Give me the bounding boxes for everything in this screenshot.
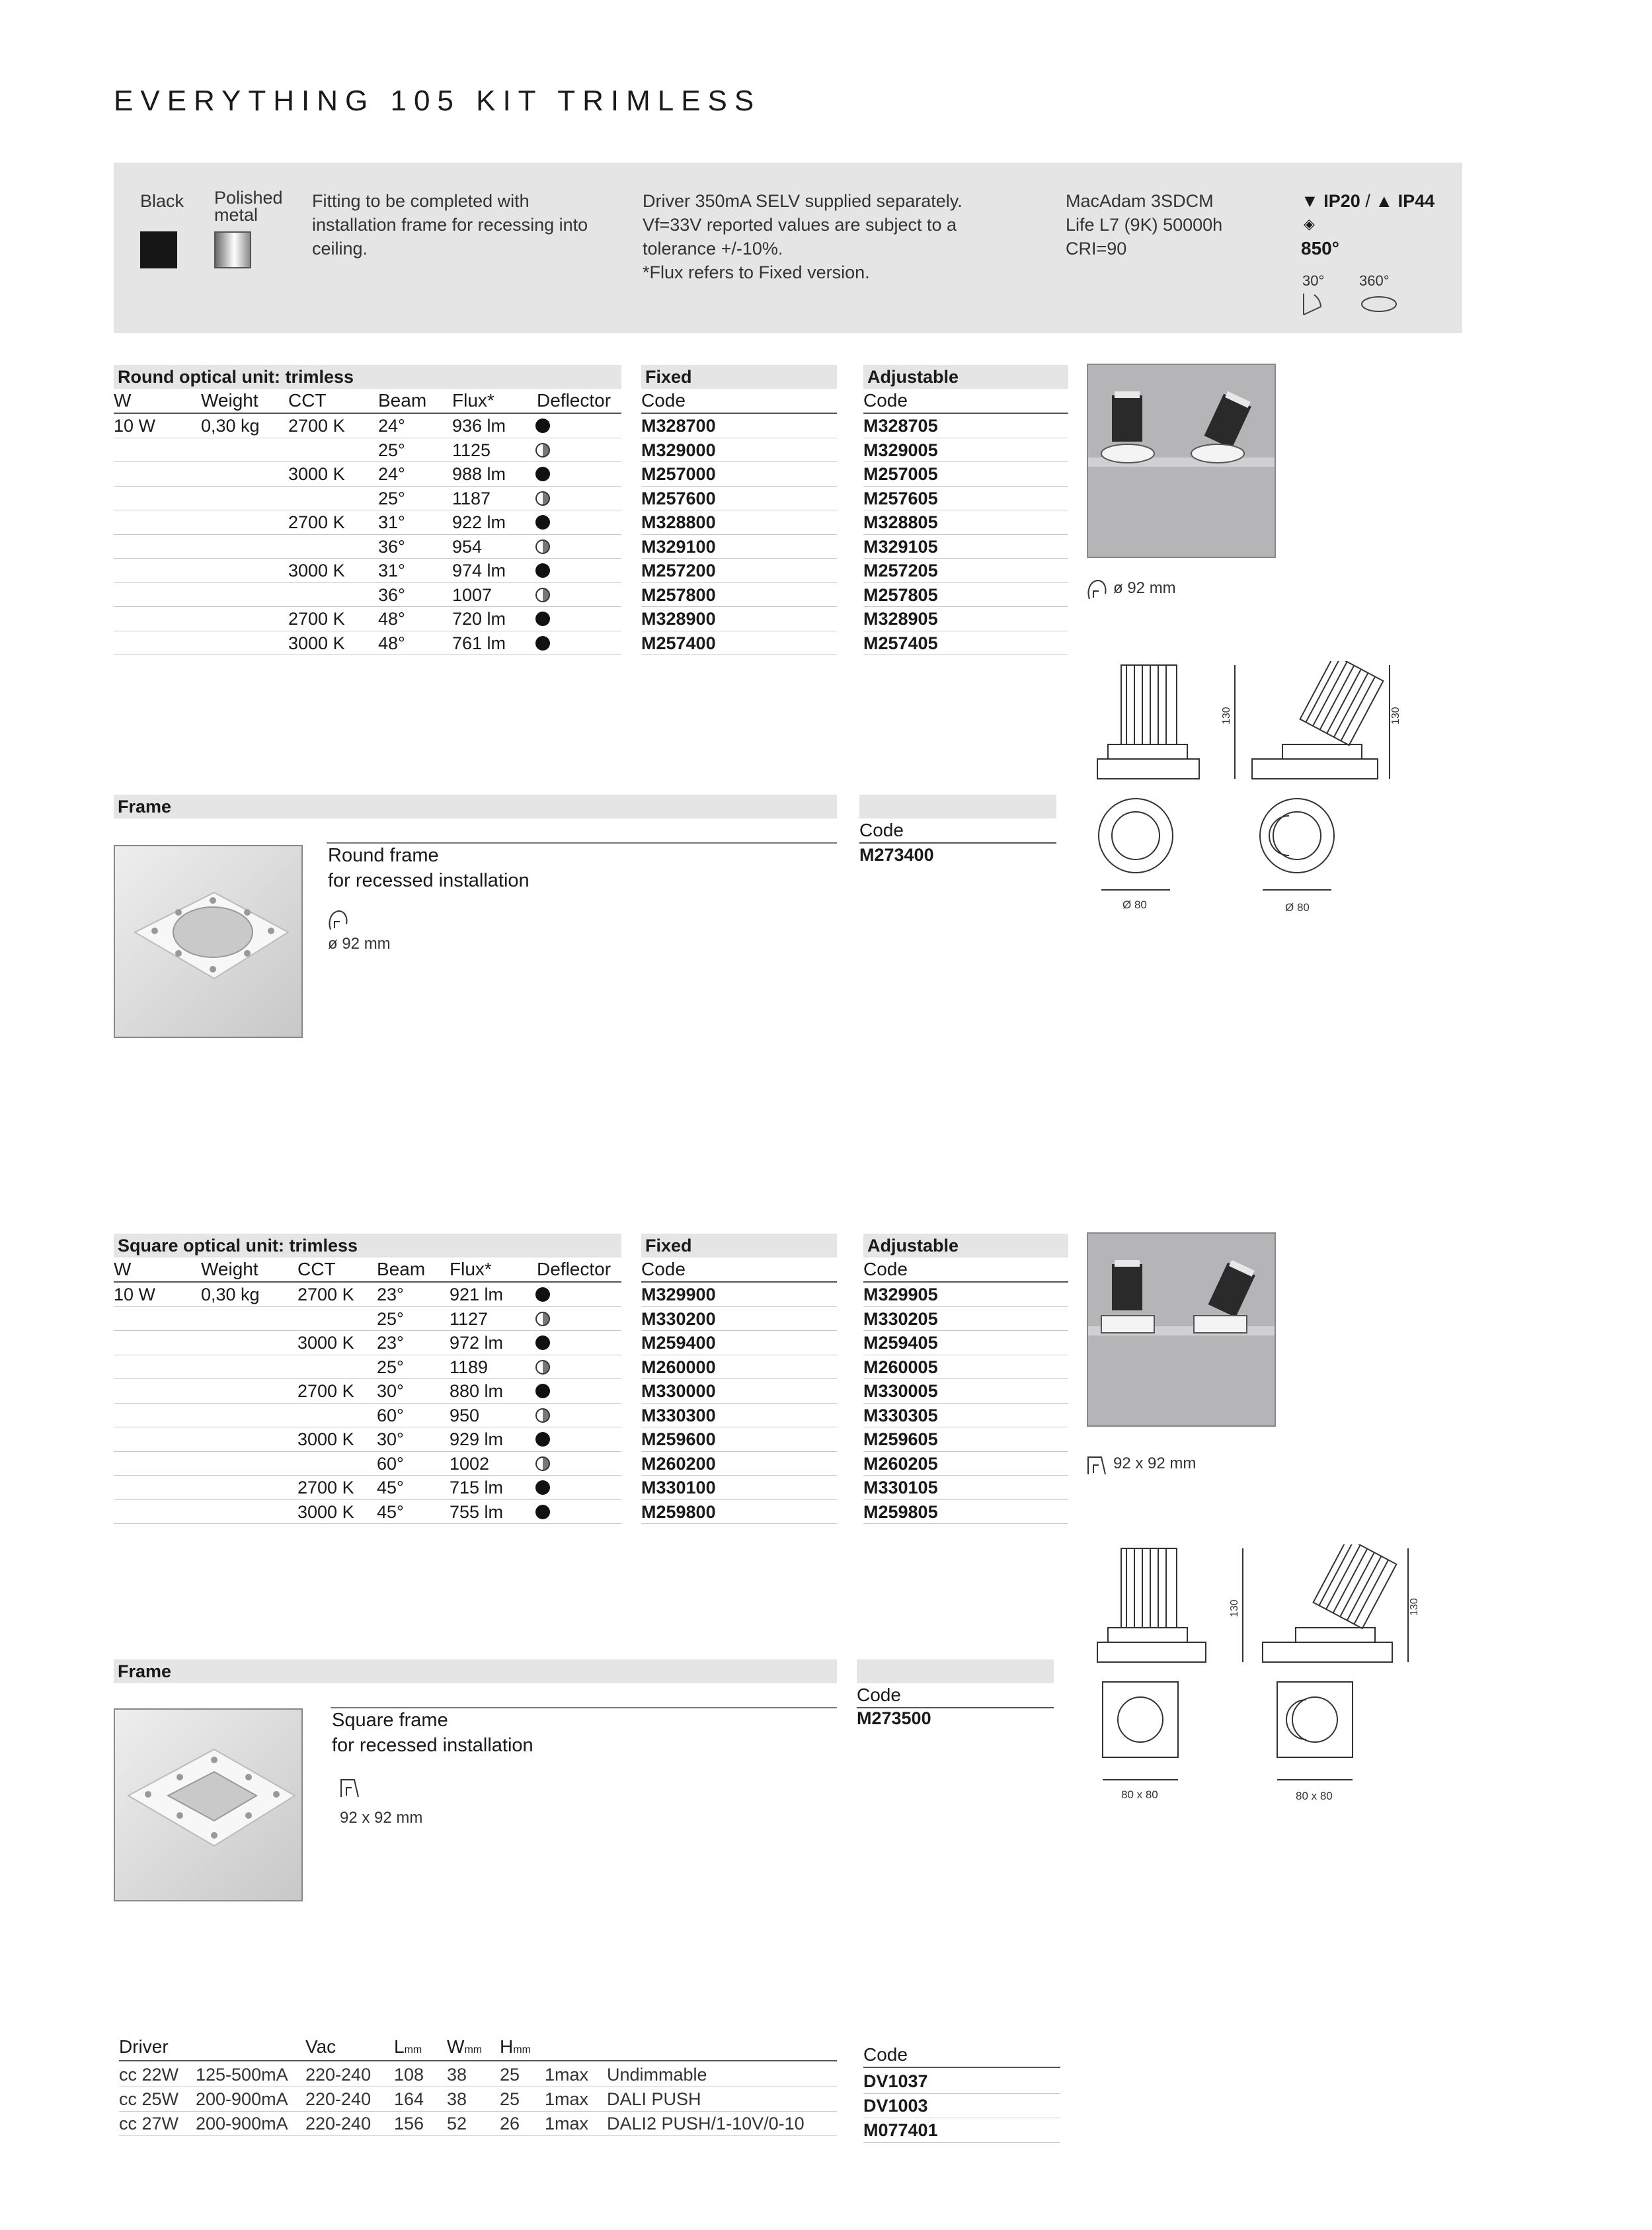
col-beam: Beam [378,390,427,411]
ip-low: IP20 [1323,191,1360,211]
col-w: W [114,1259,132,1279]
driver-cell-max: 1max [545,2089,589,2109]
col-w: W [114,390,132,411]
round-frame-code-header [859,818,1056,844]
driver-cell-l: 108 [394,2065,424,2085]
cell-flux: 954 [452,536,483,557]
col-height-label: H [500,2036,514,2057]
driver-cell-dim: DALI2 PUSH/1-10V/0-10 [607,2114,805,2133]
col-cct: CCT [297,1259,336,1279]
driver-cell-dim: Undimmable [607,2065,707,2085]
square-frame-divider [331,1707,837,1708]
driver-cell-dim: DALI PUSH [607,2089,701,2109]
cell-flux: 950 [450,1405,480,1425]
col-vac: Vac [305,2036,336,2057]
tilt-angle: 30° [1302,272,1325,289]
table-row [114,510,621,535]
fixed-code: M328700 [641,414,837,438]
round-column-headers [114,389,621,414]
deflector-half-icon [535,1408,550,1423]
cell-flux: 715 lm [450,1478,504,1497]
adjustable-code: M328905 [863,607,1068,631]
deflector-half-icon [535,1312,550,1326]
driver-code: M077401 [863,2118,1060,2143]
cell-flux: 1125 [452,440,491,460]
square-cutout-icon [1085,1453,1108,1476]
table-row [114,1404,621,1428]
fixed-code: M257000 [641,462,837,487]
round-frame-code-bar [859,795,1056,818]
square-frame-line2: for recessed installation [332,1735,533,1756]
cell-weight: 0,30 kg [201,1285,260,1304]
round-cutout-icon [1085,578,1108,603]
cell-cct: 2700 K [288,512,345,532]
cell-flux: 1002 [450,1453,490,1474]
fixed-code: M329900 [641,1283,837,1307]
cell-cct: 3000 K [288,633,345,653]
cell-flux: 922 lm [452,512,506,532]
round-dim-height-1: 130 [1221,707,1232,725]
square-frame-cutout-text: 92 x 92 mm [340,1809,423,1827]
square-frame-photo [114,1708,303,1901]
adjustable-code: M257205 [863,559,1068,583]
adjustable-code: M330205 [863,1307,1068,1332]
col-width [447,2035,482,2062]
deflector-half-icon [535,443,550,458]
cell-beam: 25° [378,488,405,508]
col-length [394,2035,422,2062]
round-frame-image [115,846,301,1037]
driver-cell-vac: 220-240 [305,2089,372,2109]
col-code: Code [863,390,908,411]
round-dim-diameter-2: Ø 80 [1285,901,1310,914]
round-product-photo [1087,364,1276,558]
cell-cct: 3000 K [297,1333,354,1353]
round-product-image [1088,365,1275,557]
round-fixed-header: Fixed [641,365,837,389]
square-frame-header: Frame [114,1659,837,1683]
cell-cct: 3000 K [288,464,345,484]
fixed-code: M330300 [641,1404,837,1428]
cell-w: 10 W [114,1285,156,1304]
round-frame-cutout-icon [327,908,349,934]
adjustable-code: M329105 [863,535,1068,559]
round-frame-line2: for recessed installation [328,870,530,891]
col-deflector: Deflector [537,1259,611,1279]
deflector-full-icon [535,1480,550,1495]
cell-beam: 45° [377,1501,404,1522]
macadam-line: MacAdam 3SDCM [1066,191,1214,211]
square-frame-code: M273500 [857,1708,931,1728]
ip-high: IP44 [1397,191,1435,211]
col-weight: Weight [201,390,258,411]
unit-mm: mm [404,2044,422,2055]
polished-metal-swatch [214,231,251,268]
col-cct: CCT [288,390,327,411]
cell-beam: 30° [377,1429,404,1449]
cell-flux: 1127 [450,1308,489,1329]
ip-rating [1301,189,1435,213]
adjustable-code: M330305 [863,1404,1068,1428]
adjustable-code: M329905 [863,1283,1068,1307]
square-frame-image [115,1710,301,1900]
driver-code: DV1003 [863,2094,1060,2118]
cell-beam: 31° [378,561,405,580]
cell-cct: 3000 K [297,1501,354,1522]
square-product-photo [1087,1232,1276,1427]
fixed-code: M329000 [641,438,837,463]
finish-black-label: Black [140,191,184,211]
fixed-code: M257200 [641,559,837,583]
adjustable-code: M259405 [863,1331,1068,1355]
cell-beam: 48° [378,633,405,653]
table-row [114,487,621,511]
driver-cell-w: 38 [447,2065,467,2085]
cell-beam: 60° [377,1405,404,1425]
cell-beam: 23° [377,1333,404,1353]
tilt-rotation-icon [1301,288,1407,317]
deflector-half-icon [535,1456,550,1471]
driver-row [119,2087,837,2112]
square-adjustable-header: Adjustable [863,1234,1068,1257]
cell-beam: 24° [378,416,405,436]
adjustable-code: M257405 [863,631,1068,656]
deflector-half-icon [535,1360,550,1374]
fire-rating-icon: ◈ [1304,216,1315,232]
round-technical-drawing [1084,661,1454,926]
ip-separator: / [1365,191,1370,211]
fixed-code: M259400 [641,1331,837,1355]
deflector-half-icon [535,588,550,602]
adjustable-code: M259805 [863,1500,1068,1525]
table-row [114,559,621,583]
driver-note-line: Driver 350mA SELV supplied separately. [643,191,963,211]
rotation-angle: 360° [1359,272,1390,289]
table-row [114,438,621,463]
col-deflector: Deflector [537,390,611,411]
cell-beam: 23° [377,1285,404,1304]
info-bar [114,163,1462,333]
macadam-note [1066,189,1304,260]
driver-note-line: Vf=33V reported values are subject to a [643,215,957,235]
driver-cell-type: cc 22W [119,2065,179,2085]
fixed-code: M260000 [641,1355,837,1380]
table-row [114,414,621,438]
driver-cell-type: cc 25W [119,2089,179,2109]
finish-polished-label: Polished metal [214,188,283,225]
adjustable-code: M330005 [863,1379,1068,1404]
round-dim-height-2: 130 [1390,707,1401,725]
col-code: Code [863,2044,908,2065]
black-swatch [140,231,177,268]
cell-flux: 720 lm [452,609,506,629]
driver-cell-w: 52 [447,2114,467,2133]
driver-column-headers [119,2035,837,2061]
deflector-half-icon [535,539,550,554]
driver-note-line: tolerance +/-10%. [643,239,783,259]
deflector-full-icon [535,636,550,651]
fixed-code: M330200 [641,1307,837,1332]
square-product-image [1088,1234,1275,1425]
unit-mm: mm [513,2044,531,2055]
cell-beam: 25° [377,1308,404,1329]
deflector-full-icon [535,1432,550,1447]
round-frame-cutout-text: ø 92 mm [328,935,391,953]
round-frame-code: M273400 [859,845,934,865]
cell-beam: 45° [377,1478,404,1497]
cell-flux: 921 lm [450,1285,504,1304]
deflector-full-icon [535,1384,550,1398]
driver-cell-vac: 220-240 [305,2114,372,2133]
driver-cell-max: 1max [545,2065,589,2085]
adjustable-code: M330105 [863,1476,1068,1500]
col-code: Code [863,1259,908,1279]
col-code: Code [857,1685,901,1705]
deflector-half-icon [535,491,550,506]
macadam-line: Life L7 (9K) 50000h [1066,215,1223,235]
driver-cell-h: 26 [500,2114,520,2133]
table-row [114,1500,621,1525]
fixed-code: M330000 [641,1379,837,1404]
driver-cell-h: 25 [500,2089,520,2109]
col-flux: Flux* [450,1259,492,1279]
round-frame-line1: Round frame [328,845,439,866]
adjustable-code: M260205 [863,1452,1068,1476]
square-frame-line1: Square frame [332,1710,448,1731]
cell-flux: 972 lm [450,1333,504,1353]
col-height [500,2035,531,2062]
col-width-label: W [447,2036,465,2057]
unit-mm: mm [464,2044,483,2055]
cell-w: 10 W [114,416,156,436]
col-code: Code [859,820,904,840]
adjustable-code: M328805 [863,510,1068,535]
table-row [114,1307,621,1332]
cell-flux: 974 lm [452,561,506,580]
driver-cell-type: cc 27W [119,2114,179,2133]
cell-flux: 936 lm [452,416,506,436]
square-frame-cutout-icon [338,1776,361,1798]
round-frame-divider [327,842,837,844]
round-fixed-code-header [641,389,837,414]
square-section-header: Square optical unit: trimless [114,1234,621,1257]
driver-cell-w: 38 [447,2089,467,2109]
round-dim-diameter-1: Ø 80 [1122,898,1147,911]
cell-flux: 929 lm [450,1429,504,1449]
col-flux: Flux* [452,390,494,411]
fixed-code: M260200 [641,1452,837,1476]
cell-flux: 988 lm [452,464,506,484]
square-frame-code-header [857,1683,1054,1708]
square-cutout-text: 92 x 92 mm [1113,1454,1197,1472]
cell-cct: 2700 K [288,416,345,436]
cell-beam: 31° [378,512,405,532]
adjustable-code: M328705 [863,414,1068,438]
driver-cell-vac: 220-240 [305,2065,372,2085]
fixed-code: M257400 [641,631,837,656]
col-code: Code [641,1259,686,1279]
deflector-full-icon [535,612,550,626]
round-frame-header: Frame [114,795,837,818]
table-row [114,1331,621,1355]
deflector-full-icon [535,1287,550,1302]
fixed-code: M257600 [641,487,837,511]
cell-cct: 3000 K [288,561,345,580]
deflector-full-icon [535,467,550,481]
driver-cell-range: 200-900mA [196,2089,288,2109]
cell-beam: 24° [378,464,405,484]
table-row [114,535,621,559]
fixed-code: M259600 [641,1427,837,1452]
cell-beam: 36° [378,584,405,605]
col-length-label: L [394,2036,405,2057]
square-adj-code-header [863,1257,1068,1283]
adjustable-code: M260005 [863,1355,1068,1380]
cell-cct: 2700 K [297,1478,354,1497]
table-row [114,583,621,608]
driver-cell-range: 200-900mA [196,2114,288,2133]
cell-flux: 880 lm [450,1381,504,1401]
square-dim-size-1: 80 x 80 [1121,1788,1158,1801]
cell-flux: 1187 [452,488,491,508]
temperature-rating: 850° [1301,238,1339,259]
square-dim-height-2: 130 [1409,1598,1420,1616]
driver-cell-l: 156 [394,2114,424,2133]
adjustable-code: M259605 [863,1427,1068,1452]
driver-note-line: *Flux refers to Fixed version. [643,262,870,282]
table-row [114,631,621,656]
adjustable-code: M329005 [863,438,1068,463]
square-dim-height-1: 130 [1229,1599,1240,1617]
driver-code: DV1037 [863,2069,1060,2094]
driver-row [119,2112,837,2136]
cell-cct: 2700 K [288,609,345,629]
fixed-code: M328800 [641,510,837,535]
table-row [114,1476,621,1500]
round-cutout-text: ø 92 mm [1113,579,1176,597]
driver-code-header [863,2043,1060,2068]
triangle-up-icon: ▲ [1375,191,1394,211]
driver-note [643,189,1013,284]
square-fixed-code-header [641,1257,837,1283]
cell-beam: 48° [378,609,405,629]
col-weight: Weight [201,1259,258,1279]
adjustable-code: M257805 [863,583,1068,608]
cell-cct: 3000 K [297,1429,354,1449]
square-fixed-header: Fixed [641,1234,837,1257]
square-dim-size-2: 80 x 80 [1296,1790,1333,1802]
fixed-code: M328900 [641,607,837,631]
driver-row [119,2063,837,2087]
col-driver: Driver [119,2036,169,2057]
fitting-text: Fitting to be completed with installation frame for recessing into ceiling. [312,191,588,259]
cell-beam: 36° [378,536,405,557]
table-row [114,1379,621,1404]
round-adjustable-header: Adjustable [863,365,1068,389]
driver-cell-max: 1max [545,2114,589,2133]
cell-weight: 0,30 kg [201,416,260,436]
cell-flux: 761 lm [452,633,506,653]
deflector-full-icon [535,563,550,578]
deflector-full-icon [535,1505,550,1519]
driver-cell-l: 164 [394,2089,424,2109]
deflector-full-icon [535,1335,550,1350]
cell-flux: 755 lm [450,1501,504,1522]
cell-cct: 2700 K [297,1381,354,1401]
triangle-down-icon: ▼ [1301,191,1319,211]
col-beam: Beam [377,1259,426,1279]
cell-flux: 1007 [452,584,492,605]
adjustable-code: M257005 [863,462,1068,487]
col-code: Code [641,390,686,411]
cell-beam: 60° [377,1453,404,1474]
deflector-full-icon [535,515,550,530]
table-row [114,607,621,631]
driver-cell-range: 125-500mA [196,2065,288,2085]
square-column-headers [114,1257,621,1283]
macadam-line: CRI=90 [1066,239,1127,259]
round-frame-photo [114,845,303,1038]
fixed-code: M330100 [641,1476,837,1500]
cell-cct: 2700 K [297,1285,354,1304]
driver-cell-h: 25 [500,2065,520,2085]
round-section-header: Round optical unit: trimless [114,365,621,389]
table-row [114,1355,621,1380]
cell-beam: 25° [378,440,405,460]
round-adj-code-header [863,389,1068,414]
square-frame-code-bar [857,1659,1054,1683]
table-row [114,1283,621,1307]
adjustable-code: M257605 [863,487,1068,511]
cell-beam: 25° [377,1357,404,1377]
page-title: EVERYTHING 105 KIT TRIMLESS [114,85,762,117]
deflector-full-icon [535,418,550,433]
cell-flux: 1189 [450,1357,489,1377]
fixed-code: M257800 [641,583,837,608]
fixed-code: M259800 [641,1500,837,1525]
cell-beam: 30° [377,1381,404,1401]
table-row [114,1427,621,1452]
table-row [114,1452,621,1476]
square-technical-drawing [1084,1544,1468,1809]
table-row [114,462,621,487]
fixed-code: M329100 [641,535,837,559]
